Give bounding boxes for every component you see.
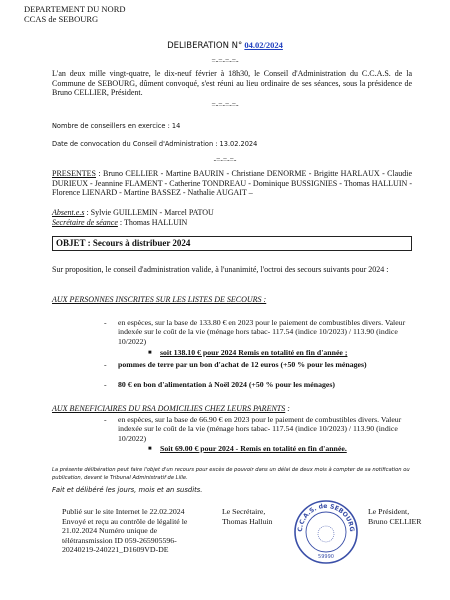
deliberation-number[interactable]: 04.02/2024	[244, 40, 283, 50]
present-list: : Bruno CELLIER - Martine BAURIN - Christiane DENORME - Brigitte HARLAUX - Claudie DURIEUX - Jeannine FLAMENT - Catherine TONDREAU - Dominique BUSSIGNIES - Thomas HALLUIN - Florence LIENARD - Martine BASSEZ - Nathalie AUGAIT –	[52, 169, 412, 198]
proposal-text: Sur proposition, le conseil d'administration valide, à l'unanimité, l'octroi des secours suivants pour 2024 :	[52, 265, 389, 274]
section1-item1-result	[160, 348, 347, 357]
section2-item1-dash: -	[104, 415, 107, 424]
section2-heading-text: AUX BENEFICIAIRES DU RSA DOMICILIES CHEZ LEURS PARENTS	[52, 404, 286, 413]
councillors-count: Nombre de conseillers en exercice : 14	[52, 122, 181, 130]
fait-delibere: Fait et délibéré les jours, mois et an susdits.	[52, 486, 203, 494]
section1-item3-text: 80 € en bon d'alimentation à Noël 2024 (+50 % pour les ménages)	[118, 380, 335, 389]
separator: =-=-=-=-	[211, 56, 239, 65]
secretary-name: : Thomas HALLUIN	[117, 218, 188, 227]
secretary-signature	[222, 507, 272, 526]
objet-box	[52, 236, 412, 251]
section1-item2-text: pommes de terre par un bon d'achat de 12 euros (+50 % pour les ménages)	[118, 360, 367, 369]
separator: =-=-=-=-	[211, 100, 239, 109]
ccas-name: CCAS de SEBOURG	[24, 14, 99, 24]
intro-paragraph: L'an deux mille vingt-quatre, le dix-neuf février à 18h30, le Conseil d'Administration du C.C.A.S. de la Commune de SEBOURG, dûment convoqué, s'est réuni au lieu ordinaire de ses séances, sous la présidence de Bruno CELLIER, Président.	[52, 69, 412, 98]
secretary-title: Le Secrétaire,	[222, 507, 266, 516]
absent-label: Absent.e.s	[52, 208, 85, 217]
session-secretary	[52, 218, 412, 228]
ccas-stamp-seal	[292, 498, 360, 566]
section2-item1-result-text: Soit 69.00 € pour 2024 - Remis en totalité en fin d'année.	[160, 444, 347, 453]
present-members	[52, 169, 412, 198]
deliberation-title	[0, 40, 450, 51]
president-title: Le Président,	[368, 507, 410, 516]
president-signature	[368, 507, 422, 526]
absent-list: : Sylvie GUILLEMIN - Marcel PATOU	[84, 208, 214, 217]
stamp-code: 59990	[318, 554, 334, 560]
section1-item3-dash: -	[104, 380, 107, 389]
publication-info: Publié sur le site Internet le 22.02.2024 Envoyé et reçu au contrôle de légalité le 21.02.2024 Numéro unique de télétransmission ID 059-265905596-20240219-240221_D1609VD-DE	[62, 507, 188, 555]
department-name: DEPARTEMENT DU NORD	[24, 4, 126, 14]
section2-item1-result	[160, 444, 347, 453]
separator: -=-=-=-	[213, 155, 237, 164]
section1-item1-result-text: soit 138.10 € pour 2024 Remis en totalité en fin d'année ;	[160, 348, 348, 357]
absent-members	[52, 208, 412, 218]
section1-bullet-icon: ■	[148, 350, 152, 356]
deliberation-prefix: DELIBERATION N°	[167, 41, 243, 51]
secretary-label: Secrétaire de séance	[52, 218, 118, 227]
present-label: PRESENTES	[52, 169, 97, 178]
svg-text:C.C.A.S. de SEBOURG	[297, 503, 355, 532]
section1-item1-dash: -	[104, 318, 107, 327]
convocation-date: Date de convocation du Conseil d'Administration : 13.02.2024	[52, 140, 258, 148]
secretary-signature-name: Thomas Halluin	[222, 516, 273, 526]
section2-heading	[52, 404, 412, 414]
section2-bullet-icon: ■	[148, 446, 152, 452]
legal-notice: La présente délibération peut faire l'objet d'un recours pour excès de pouvoir dans un délai de deux mois à compter de sa notification ou publication, devant le Tribunal Administratif de Lille.	[52, 467, 410, 481]
president-name: Bruno CELLIER	[368, 516, 422, 526]
section2-item1-text: en espèces, sur la base de 66.90 € en 2023 pour le paiement de combustibles divers. Valeur indexée sur le coût de la vie (ménage hors tabac- 117.54 (indice 10/2023) / 113.90 (indice 10/2022)	[118, 415, 402, 443]
section1-item2-dash: -	[104, 360, 107, 369]
section2-heading-suffix: :	[285, 404, 290, 413]
section1-heading: AUX PERSONNES INSCRITES SUR LES LISTES DE SECOURS :	[52, 295, 267, 304]
section1-item1-text: en espèces, sur la base de 133.80 € en 2023 pour le paiement de combustibles divers. Valeur indexée sur le coût de la vie (ménage hors tabac- 117.54 (indice 10/2023) / 113.90 (indice 10/2022)	[118, 318, 406, 346]
objet-title: OBJET : Secours à distribuer 2024	[56, 238, 191, 248]
stamp-text: C.C.A.S. de SEBOURG	[296, 502, 356, 533]
